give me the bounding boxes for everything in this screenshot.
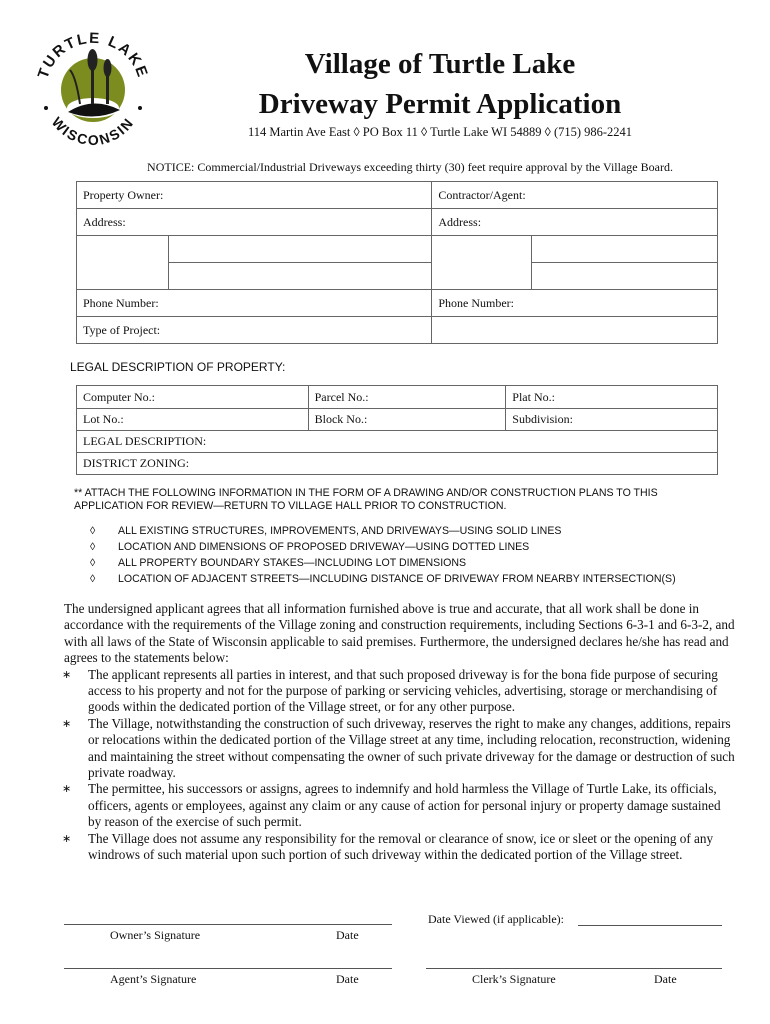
list-item (90, 555, 750, 571)
list-item (90, 539, 750, 555)
owner-phone-label: Phone Number: (83, 295, 159, 310)
block-no-field[interactable] (308, 409, 506, 431)
owner-address-line-2[interactable] (168, 236, 432, 263)
asterisk-icon: ∗ (62, 783, 72, 796)
statement-item (64, 716, 736, 782)
logo-cattail-head (88, 49, 98, 71)
agent-signature-label: Agent’s Signature (110, 972, 197, 986)
agent-signature-line[interactable] (64, 968, 392, 969)
title-line-2: Driveway Permit Application (258, 88, 622, 120)
owner-address-field[interactable] (77, 209, 432, 236)
list-item-text: LOCATION OF ADJACENT STREETS—INCLUDING DISTANCE OF DRIVEWAY FROM NEARBY INTERSECTION(S) (118, 573, 676, 585)
statement-item (64, 781, 736, 830)
statement-item-text: The Village does not assume any responsibility for the removal or clearance of snow, ice or sleet or the opening of any windrows of such material upon such portion of such driveway within the dedicated portion of the Village street. (88, 830, 714, 863)
title-line-1: Village of Turtle Lake (304, 48, 576, 80)
logo-bottom-text: WISCONSIN (48, 113, 138, 149)
list-item (90, 523, 750, 539)
agent-date-label: Date (336, 972, 359, 986)
attach-list (90, 523, 750, 587)
block-no-label: Block No.: (314, 412, 368, 426)
subdivision-label: Subdivision: (512, 412, 573, 426)
logo-dot-right (138, 106, 142, 110)
diamond-icon: ◊ (90, 541, 96, 553)
plat-no-field[interactable] (506, 386, 718, 409)
statement-item-text: The permittee, his successors or assigns, agrees to indemnify and hold harmless the Village of Turtle Lake, its officials, officers, agents or employees, against any claim or any cause of action for personal injury or property damage sustained by reason of the exercise of such permit. (88, 781, 721, 830)
district-zoning-label: DISTRICT ZONING: (83, 456, 190, 470)
parcel-no-field[interactable] (308, 386, 506, 409)
diamond-icon: ◊ (90, 557, 96, 569)
clerk-date-label: Date (654, 972, 677, 986)
contractor-address-field[interactable] (432, 209, 718, 236)
logo-dot-left (44, 106, 48, 110)
clerk-signature-line[interactable] (426, 968, 722, 969)
type-of-project-field[interactable] (77, 317, 432, 344)
list-item (90, 571, 750, 587)
attach-instructions: ** ATTACH THE FOLLOWING INFORMATION IN THE FORM OF A DRAWING AND/OR CONSTRUCTION PLANS TO THIS APPLICATION FOR REVIEW—RETURN TO VILLAGE HALL PRIOR TO CONSTRUCTION. (74, 487, 658, 512)
property-owner-label: Property Owner: (83, 187, 164, 202)
plat-no-label: Plat No.: (512, 389, 555, 404)
contractor-phone-label: Phone Number: (438, 295, 515, 310)
lot-no-field[interactable] (77, 409, 309, 431)
owner-address-line-3[interactable] (168, 263, 432, 290)
district-zoning-field[interactable] (77, 453, 718, 475)
logo-cattail-head-2 (104, 59, 112, 77)
owner-address-label: Address: (83, 214, 126, 229)
contractor-phone-field[interactable] (432, 290, 718, 317)
legal-description-label: LEGAL DESCRIPTION: (83, 434, 207, 448)
legal-description-table (76, 385, 718, 475)
computer-no-field[interactable] (77, 386, 309, 409)
asterisk-icon: ∗ (62, 668, 72, 681)
owner-contractor-table (76, 181, 718, 344)
computer-no-label: Computer No.: (83, 389, 155, 404)
date-viewed-label: Date Viewed (if applicable): (428, 912, 564, 926)
owner-address-blank (77, 236, 169, 290)
statement-item-text: The applicant represents all parties in interest, and that such proposed driveway is for the bona fide purpose of securing access to his property and not for the purpose of parking or servicing vehicles, advertising, storage or merchandising of goods within the dedicated portion of the Village street, or for any other purpose. (88, 666, 718, 715)
owner-phone-field[interactable] (77, 290, 432, 317)
contractor-address-label: Address: (438, 214, 482, 229)
statement-item (64, 831, 736, 864)
logo-top-text: TURTLE LAKE (34, 29, 152, 81)
contractor-address-blank (432, 236, 532, 290)
contractor-address-line-2[interactable] (532, 236, 718, 263)
owner-date-label: Date (336, 928, 359, 942)
subdivision-field[interactable] (506, 409, 718, 431)
diamond-icon: ◊ (90, 525, 96, 537)
legal-description-field[interactable] (77, 431, 718, 453)
statement-intro: The undersigned applicant agrees that all information furnished above is true and accurate, that all work shall be done in accordance with the requirements of the Village zoning and construction requirements, including Sections 6-3-1 and 6-3-2, and with all laws of the State of Wisconsin applicable to said premises. Furthermore, the undersigned declares he/she has read and agrees to the statements below: (64, 601, 735, 666)
asterisk-icon: ∗ (62, 832, 72, 845)
asterisk-icon: ∗ (62, 717, 72, 730)
type-of-project-label: Type of Project: (83, 322, 161, 337)
list-item-text: LOCATION AND DIMENSIONS OF PROPOSED DRIVEWAY—USING DOTTED LINES (118, 541, 530, 553)
list-item-text: ALL PROPERTY BOUNDARY STAKES—INCLUDING LOT DIMENSIONS (118, 557, 467, 569)
turtle-lake-logo (28, 22, 158, 152)
parcel-no-label: Parcel No.: (314, 389, 369, 404)
notice-text: NOTICE: Commercial/Industrial Driveways exceeding thirty (30) feet require approval by the Village Board. (147, 160, 673, 174)
property-owner-field[interactable] (77, 182, 432, 209)
type-of-project-blank (432, 317, 718, 344)
statement-item-text: The Village, notwithstanding the construction of such driveway, reserves the right to make any changes, additions, repairs or relocations within the dedicated portion of the Village street at any time, including relocation, reconstruction, widening and maintaining the street without compensating the owner of such private driveway for the damage or destruction of such private roadway. (88, 715, 735, 781)
owner-signature-label: Owner’s Signature (110, 928, 201, 942)
date-viewed-line[interactable] (578, 925, 722, 926)
contractor-field[interactable] (432, 182, 718, 209)
diamond-icon: ◊ (90, 573, 96, 585)
statement-item (64, 667, 736, 716)
clerk-signature-label: Clerk’s Signature (472, 972, 556, 986)
owner-signature-line[interactable] (64, 924, 392, 925)
applicant-statement (64, 601, 736, 864)
lot-no-label: Lot No.: (83, 412, 124, 426)
list-item-text: ALL EXISTING STRUCTURES, IMPROVEMENTS, AND DRIVEWAYS—USING SOLID LINES (118, 525, 562, 537)
contractor-label: Contractor/Agent: (438, 187, 526, 202)
contractor-address-line-3[interactable] (532, 263, 718, 290)
village-address: 114 Martin Ave East ◊ PO Box 11 ◊ Turtle Lake WI 54889 ◊ (715) 986-2241 (247, 125, 633, 139)
statement-list (64, 667, 736, 864)
page-title (190, 44, 690, 124)
legal-description-heading: LEGAL DESCRIPTION OF PROPERTY: (70, 360, 286, 374)
